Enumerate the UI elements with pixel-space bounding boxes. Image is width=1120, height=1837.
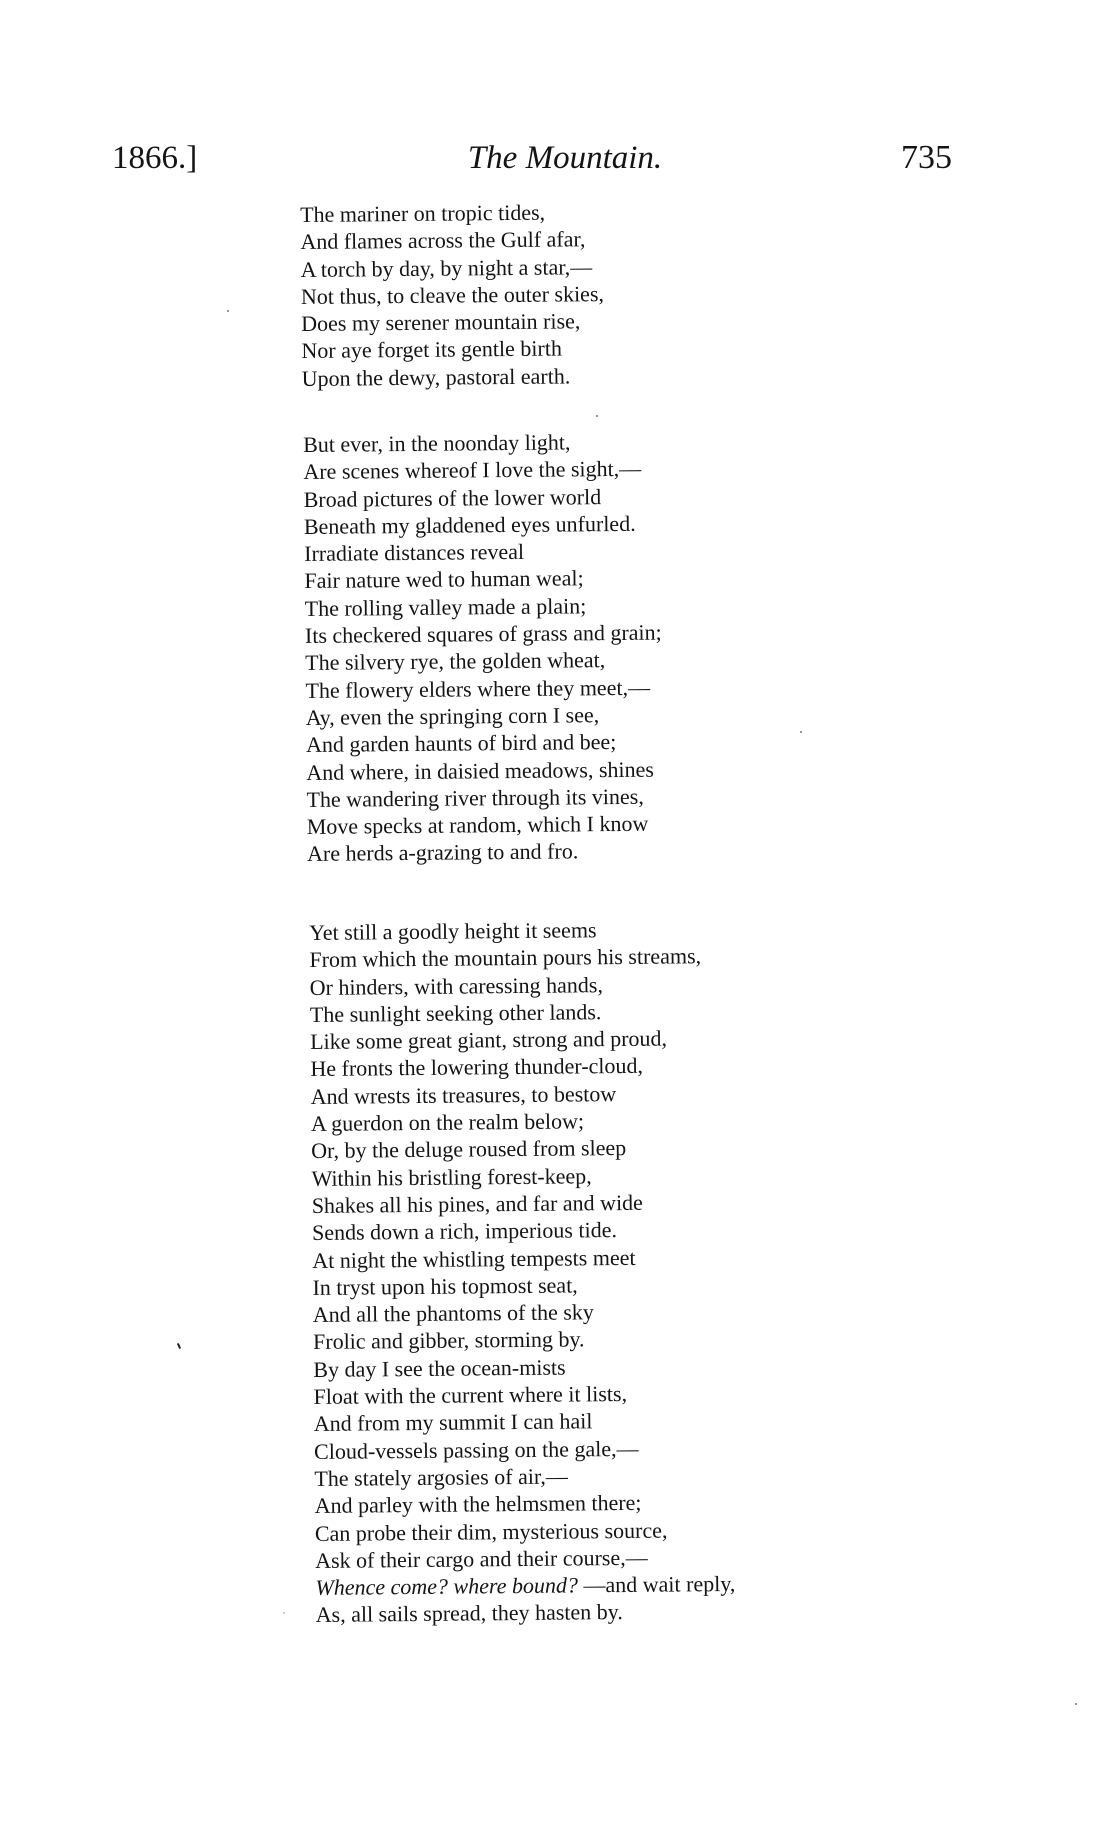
poem-line: But ever, in the noonday light, [303,429,571,457]
poem-line: A torch by day, by night a star,— [300,253,593,282]
paper-speck [596,415,598,417]
paper-speck [177,1343,181,1349]
poem-line: Ask of their cargo and their course,— [315,1544,648,1573]
poem-line: Frolic and gibber, storming by. [312,1326,585,1355]
poem-line: As, all sails spread, they hasten by. [315,1599,623,1628]
poem-line: The sunlight seeking other lands. [309,999,602,1027]
poem-line: And wrests its treasures, to bestow [310,1080,617,1109]
poem-line: The rolling valley made a plain; [304,593,587,621]
poem-line: Or hinders, with caressing hands, [309,971,604,1000]
poem-line: The stately argosies of air,— [314,1463,568,1491]
poem-line: A guerdon on the realm below; [310,1108,585,1137]
poem-line: And from my summit I can hail [313,1408,593,1437]
poem-line: Its checkered squares of grass and grain; [304,619,662,649]
paper-speck [800,731,802,733]
poem-line: Sends down a rich, imperious tide. [311,1217,618,1246]
poem-line: By day I see the ocean-mists [313,1354,566,1382]
poem-line: He fronts the lowering thunder-cloud, [310,1053,644,1082]
poem-line: And where, in daisied meadows, shines [306,756,655,785]
poem-line: Are scenes whereof I love the sight,— [303,456,642,485]
poem-line-italic-question [315,1570,735,1601]
poem-line: And garden haunts of bird and bee; [305,729,617,758]
paper-speck [227,310,229,312]
poem-line: The flowery elders where they meet,— [305,674,651,703]
poem-line: Fair nature wed to human weal; [304,565,584,594]
page-number: 735 [901,139,952,176]
poem-line: Beneath my gladdened eyes unfurled. [303,510,636,539]
poem-line: Irradiate distances reveal [304,539,525,567]
italic-question: Whence come? where bound? [315,1572,579,1601]
poem-line: The silvery rye, the golden wheat, [305,647,606,676]
stanza-2 [303,428,664,868]
poem-line: Move specks at random, which I know [306,810,649,840]
running-head-title: The Mountain. [467,140,663,176]
paper-speck [1075,1703,1077,1705]
poem-line: Does my serener mountain rise, [301,308,581,337]
poem-line: The mariner on tropic tides, [300,199,546,227]
stanza-3 [309,915,736,1629]
poem-line: Upon the dewy, pastoral earth. [301,363,571,391]
poem-line: Cloud-vessels passing on the gale,— [313,1435,639,1464]
poem-line: Like some great giant, strong and proud, [310,1025,668,1055]
paper-speck [283,1612,285,1614]
poem-line: Yet still a goodly height it seems [309,917,597,945]
poem-line: Broad pictures of the lower world [303,483,602,512]
poem-line: And parley with the helmsmen there; [314,1490,642,1519]
poem-line: Or, by the deluge roused from sleep [311,1135,627,1164]
running-head-year: 1866.] [112,140,198,176]
poem-line: From which the mountain pours his streams, [309,943,702,973]
poem-line: Nor aye forget its gentle birth [301,335,563,364]
poem-line: Within his bristling forest-keep, [311,1162,592,1191]
poem-line: And flames across the Gulf afar, [300,226,586,255]
poem-line: Not thus, to cleave the outer skies, [300,280,605,309]
stanza-1 [300,198,605,392]
poem-line: Float with the current where it lists, [313,1381,628,1410]
poem-line: The wandering river through its vines, [306,783,644,812]
poem-line: Can probe their dim, mysterious source, [314,1517,668,1546]
poem-line: Ay, even the springing corn I see, [305,702,600,730]
poem-line: At night the whistling tempests meet [312,1244,636,1273]
poem-line: In tryst upon his topmost seat, [312,1272,578,1300]
poem-line: Are herds a-grazing to and fro. [306,838,579,867]
poem-line: And all the phantoms of the sky [312,1299,594,1328]
poem-line: Shakes all his pines, and far and wide [311,1189,643,1218]
italic-line-rest: —and wait reply, [583,1571,736,1598]
